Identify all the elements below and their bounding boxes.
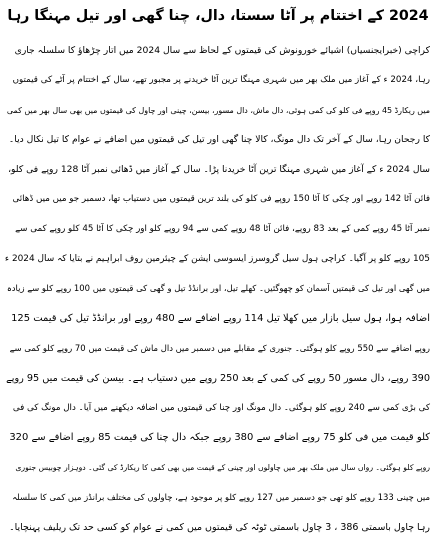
article-line: میں چینی 133 روپے کلو تھی جو دسمبر میں 127 روپے کلو پر موجود ہے، چاولوں کی مختلف برانڈز میں کمی کا سلسلہ bbox=[12, 491, 430, 502]
article-line: میں گھی اور تیل کی قیمتیں آسمان کو چھوگئیں۔ کھلے تیل، اور برانڈڈ تیل و گھی کی قیمتوں میں 100 روپے کلو سے زیادہ bbox=[6, 283, 430, 294]
article-line: میں ریکارڈ 45 روپے فی کلو کی کمی ہوئی، دال ماش، دال مسور، بیسن، چینی اور چاول کی قیمتوں میں بھی سال بھر میں کمی bbox=[6, 105, 430, 115]
article-line: نمبر آٹا 45 روپے کمی کے بعد 83 روپے، فائن آٹا 48 روپے کمی سے 94 روپے کلو اور چکی کا آٹا 45 کلو روپے کمی سے bbox=[15, 223, 430, 234]
article-body bbox=[6, 36, 430, 543]
article-line: کراچی (خبرایجنسیاں) اشیائے خورونوش کی قیمتوں کے لحاظ سے سال 2024 میں اتار چڑھاؤ کا سلسلہ جاری bbox=[14, 45, 430, 56]
article-line: کی بڑی کمی سے 240 روپے کلو ہوگئی۔ دال مونگ اور چنا کی قیمتوں میں اضافہ دیکھنے میں آیا۔ دال مونگ کی فی bbox=[12, 402, 430, 413]
article-line: روپے کلو ہوگئی۔ رواں سال میں ملک بھر میں چاولوں اور چینی کے قیمت میں بھی کمی کا ریکارڈ کی گئی۔ دوہزار چوبیس جنوری bbox=[15, 463, 430, 473]
article-line: کا رجحان رہا، سال کے آخر تک دال مونگ، کالا چنا گھی اور تیل کی قیمتوں میں اضافے نے عوام کا تیل نکال دیا۔ bbox=[8, 134, 430, 146]
article-line: اضافہ ہوا، ہول سیل بازار میں کھلا تیل 114 روپے اضافے سے 480 روپے اور برانڈڈ تیل کی قیمت 125 bbox=[11, 313, 430, 325]
article-line: روپے اضافے سے 550 روپے کلو ہوگئی۔ جنوری کے مقابلے میں دسمبر میں دال ماش کی قیمت میں 70 روپے کلو کمی سے bbox=[9, 342, 430, 353]
article-line: سال 2024 ء کے آغاز میں شہری مہنگا ترین آٹا خریدنا پڑا۔ سال کے آغاز میں ڈھائی نمبر آٹا 128 روپے فی کلو، bbox=[8, 164, 430, 176]
article-line: 105 روپے کلو پر آگیا۔ کراچی ہول سیل گروسرز ایسوسی ایشن کے چیئرمین روف ابراہیم نے بتایا کہ سال 2024 ء bbox=[4, 253, 430, 264]
article-line: رہا چاول باسمتی 386 ، 3 چاول باسمتی ٹوٹہ کی قیمتوں میں کمی نے عوام کو کسی حد تک ریلیف پہنچایا۔ bbox=[9, 521, 430, 533]
article-line: کلو قیمت میں فی کلو 75 روپے اضافے سے 380 روپے جبکہ دال چنا کی قیمت 85 روپے اضافے سے 320 bbox=[9, 432, 430, 444]
article-headline: 2024 کے اختتام پر آٹا سستا، دال، چنا گھی اور تیل مہنگا رہا bbox=[7, 8, 429, 24]
article-line: فائن آٹا 142 روپے اور چکی کا آٹا 150 روپے فی کلو کی بلند ترین قیمتوں میں دستیاب تھا، دسمبر جو میں میں ڈھائی bbox=[12, 193, 430, 204]
article-line: رہا، 2024 ء کے آغاز میں ملک بھر میں شہری مہنگا ترین آٹا خریدنے پر مجبور تھے، سال کے اختتام پر آٹے کی قیمتوں bbox=[12, 74, 430, 85]
article-line: 390 روپے، دال مسور 50 روپے کی کمی کے بعد 250 روپے میں دستیاب ہے۔ بیسن کی قیمت میں 95 روپے bbox=[6, 372, 430, 384]
